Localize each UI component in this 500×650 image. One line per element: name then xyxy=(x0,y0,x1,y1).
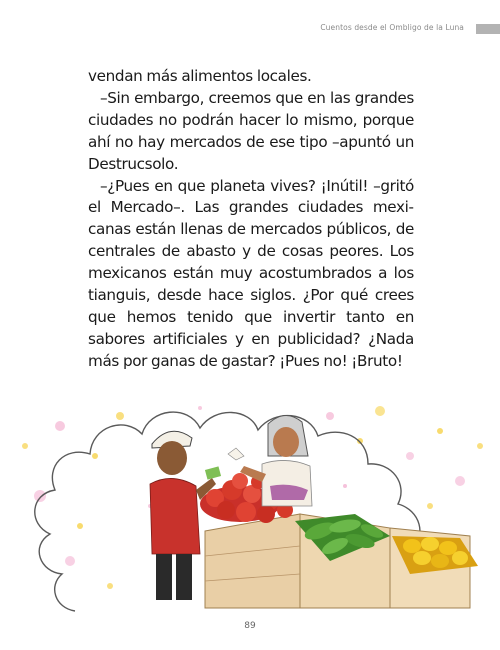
story-text xyxy=(88,66,414,373)
running-header xyxy=(0,22,500,38)
header-tab-marker xyxy=(476,24,500,34)
book-title: Cuentos desde el Ombligo de la Luna xyxy=(320,23,464,32)
story-paragraph: –Sin embargo, creemos que en las grandes ciudades no podrán hacer lo mismo, porque ahí no hay mercados de ese tipo –apuntó un Destrucsolo. xyxy=(88,88,414,173)
story-paragraph: –¿Pues en que planeta vives? ¡Inútil! –gritó el Mercado–. Las grandes ciudades mexicanas están llenas de mercados públicos, de centrales de abasto y de cosas peores. Los mexicanos están muy acostumbrados a los tianguis, desde hace siglos. ¿Por qué crees que hemos tenido que invertir tanto en sabores artificiales y en publicidad? ¿Nada más por ganas de gastar? ¡Pues no! ¡Bruto! xyxy=(88,176,414,370)
market-illustration xyxy=(0,386,500,618)
page-number: 89 xyxy=(244,621,256,631)
story-paragraph: vendan más alimentos locales. xyxy=(88,67,312,85)
